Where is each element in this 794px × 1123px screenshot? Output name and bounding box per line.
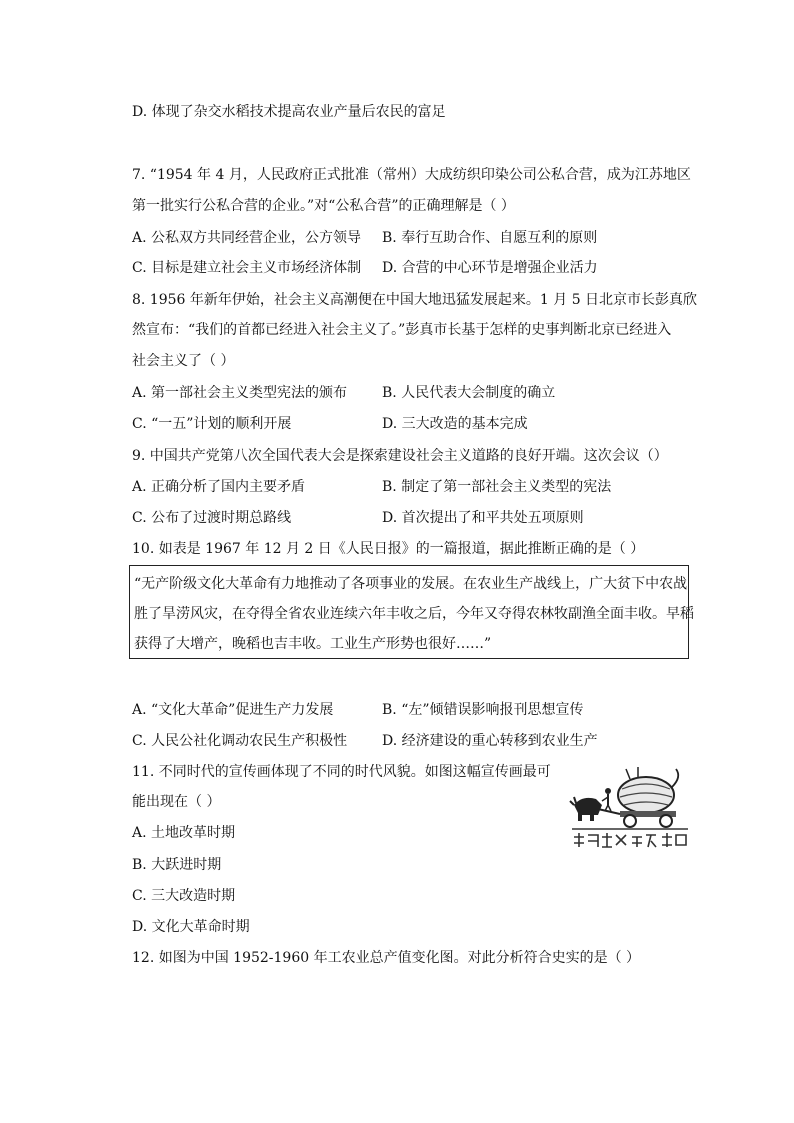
q11-stem-line2: 能出现在（ ） bbox=[132, 794, 221, 810]
q7-option-d: D. 合营的中心环节是增强企业活力 bbox=[382, 260, 598, 276]
q9-option-b: B. 制定了第一部社会主义类型的宪法 bbox=[382, 479, 612, 495]
q8-option-b: B. 人民代表大会制度的确立 bbox=[382, 385, 556, 401]
q11-option-b: B. 大跃进时期 bbox=[132, 857, 222, 873]
q11-option-c: C. 三大改造时期 bbox=[132, 888, 236, 904]
q9-option-c: C. 公布了过渡时期总路线 bbox=[132, 510, 292, 526]
q6-option-d: D. 体现了杂交水稻技术提高农业产量后农民的富足 bbox=[132, 104, 446, 120]
q10-option-b: B. “左”倾错误影响报刊思想宣传 bbox=[382, 702, 584, 718]
q8-stem-line1: 8. 1956 年新年伊始，社会主义高潮便在中国大地迅猛发展起来。1 月 5 日北京市长彭真欣 bbox=[132, 292, 698, 308]
q8-stem-line3: 社会主义了（ ） bbox=[132, 353, 235, 369]
q10-stem: 10. 如表是 1967 年 12 月 2 日《人民日报》的一篇报道，据此推断正确的是（ ） bbox=[132, 541, 645, 557]
q10-quote-line1: “无产阶级文化大革命有力地推动了各项事业的发展。在农业生产战线上，广大贫下中农战 bbox=[134, 576, 688, 592]
q10-quote-line3: 获得了大增产，晚稻也吉丰收。工业生产形势也很好……” bbox=[134, 636, 492, 652]
q11-option-a: A. 土地改革时期 bbox=[132, 825, 236, 841]
q10-quote-box bbox=[129, 565, 694, 659]
q7-option-b: B. 奉行互助合作、自愿互利的原则 bbox=[382, 230, 598, 246]
q10-option-a: A. “文化大革命”促进生产力发展 bbox=[132, 702, 334, 718]
q11-option-d: D. 文化大革命时期 bbox=[132, 919, 250, 935]
ox-cart-giant-crop-drawing bbox=[568, 765, 694, 857]
q11-stem-line1: 11. 不同时代的宣传画体现了不同的时代风貌。如图这幅宣传画最可 bbox=[132, 764, 551, 780]
q8-stem-line2: 然宣布：“我们的首都已经进入社会主义了。”彭真市长基于怎样的史事判断北京已经进入 bbox=[132, 322, 672, 338]
q10-option-c: C. 人民公社化调动农民生产积极性 bbox=[132, 733, 348, 749]
q7-stem-line2: 第一批实行公私合营的企业。”对“公私合营”的正确理解是（ ） bbox=[132, 198, 515, 214]
propaganda-poster-image bbox=[568, 765, 694, 857]
q10-quote-line2: 胜了旱涝风灾，在夺得全省农业连续六年丰收之后，今年又夺得农林牧副渔全面丰收。早稻 bbox=[134, 606, 694, 622]
q8-option-a: A. 第一部社会主义类型宪法的颁布 bbox=[132, 385, 348, 401]
q8-option-c: C. “一五”计划的顺利开展 bbox=[132, 416, 292, 432]
q7-option-a: A. 公私双方共同经营企业，公方领导 bbox=[132, 230, 362, 246]
q8-option-d: D. 三大改造的基本完成 bbox=[382, 416, 528, 432]
q7-stem-line1: 7. “1954 年 4 月，人民政府正式批准（常州）大成纺织印染公司公私合营，成为江苏地区 bbox=[132, 167, 691, 183]
q10-option-d: D. 经济建设的重心转移到农业生产 bbox=[382, 733, 598, 749]
q9-stem: 9. 中国共产党第八次全国代表大会是探索建设社会主义道路的良好开端。这次会议（） bbox=[132, 448, 668, 464]
q9-option-a: A. 正确分析了国内主要矛盾 bbox=[132, 479, 306, 495]
q12-stem: 12. 如图为中国 1952-1960 年工农业总产值变化图。对此分析符合史实的是（ ） bbox=[132, 950, 641, 966]
q7-option-c: C. 目标是建立社会主义市场经济体制 bbox=[132, 260, 362, 276]
q9-option-d: D. 首次提出了和平共处五项原则 bbox=[382, 510, 584, 526]
